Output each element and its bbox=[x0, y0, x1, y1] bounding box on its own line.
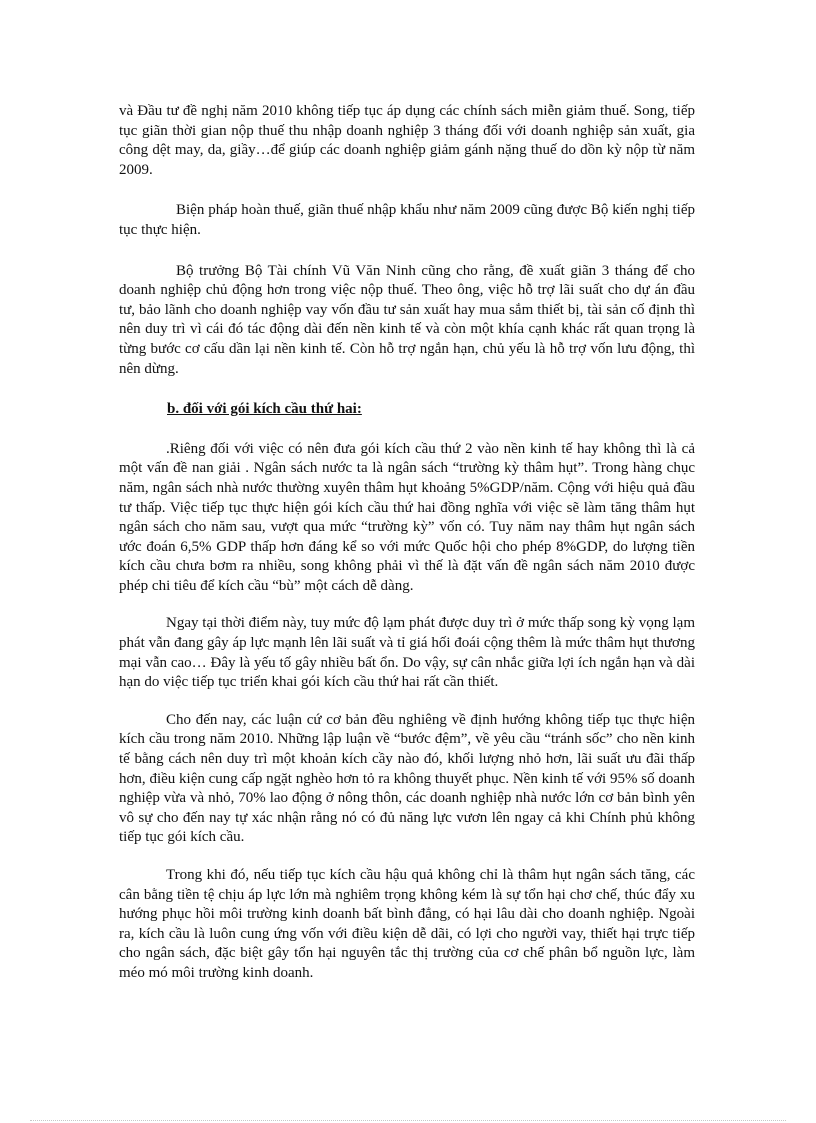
paragraph-5: Ngay tại thời điểm này, tuy mức độ lạm phát được duy trì ở mức thấp song kỳ vọng lạm phát vẫn đang gây áp lực mạnh lên lãi suất và tỉ giá hối đoái cộng thêm là mức thâm hụt thương mại vẫn cao… Đây là yếu tố gây nhiều bất ổn. Do vậy, sự cân nhắc giữa lợi ích ngắn hạn và dài hạn do việc tiếp tục triển khai gói kích cầu thứ hai rất cần thiết. bbox=[119, 615, 695, 691]
page-bottom-divider bbox=[30, 1120, 786, 1121]
paragraph-7: Trong khi đó, nếu tiếp tục kích cầu hậu quả không chỉ là thâm hụt ngân sách tăng, các cân bằng tiền tệ chịu áp lực lớn mà nghiêm trọng không kém là sự tổn hại chơ chế, thúc đẩy xu hướng phục hồi môi trường kinh doanh bất bình đẳng, có hại lâu dài cho doanh nghiệp. Ngoài ra, kích cầu là luôn cung ứng vốn với điều kiện dễ dãi, có lợi cho người vay, thiết hại trực tiếp cho ngân sách, đặc biệt gây tổn hại nguyên tắc thị trường của cơ chế phân bổ nguồn lực, làm méo mó môi trường kinh doanh. bbox=[119, 867, 695, 981]
paragraph-6: Cho đến nay, các luận cứ cơ bản đều nghiêng về định hướng không tiếp tục thực hiện kích cầu trong năm 2010. Những lập luận về “bước đệm”, về yêu cầu “tránh sốc” cho nền kinh tế bằng cách nên duy trì một khoản kích cầy nào đó, khối lượng nhỏ hơn, lãi suất ưu đãi thấp hơn, điều kiện cung cấp ngặt nghèo hơn tỏ ra không thuyết phục. Nền kinh tế với 95% số doanh nghiệp vừa và nhỏ, 70% lao động ở nông thôn, các doanh nghiệp nhà nước lớn cơ bản bình yên vô sự cho đến nay tự xác nhận rằng nó có đủ năng lực vươn lên ngay cả khi Chính phủ không tiếp tục gói kích cầu. bbox=[119, 711, 695, 846]
paragraph-4: .Riêng đối với việc có nên đưa gói kích cầu thứ 2 vào nền kinh tế hay không thì là cả một vấn đề nan giải . Ngân sách nước ta là ngân sách “trường kỳ thâm hụt”. Trong hàng chục năm, ngân sách nhà nước thường xuyên thâm hụt khoảng 5%GDP/năm. Cộng với hiệu quả đầu tư thấp. Việc tiếp tục thực hiện gói kích cầu thứ hai đồng nghĩa với việc sẽ làm tăng thâm hụt ngân sách cho năm sau, vượt qua mức “trường kỳ” vốn có. Tuy năm nay thâm hụt ngân sách ước đoán 6,5% GDP thấp hơn đáng kể so với mức Quốc hội cho phép 8%GDP, do lượng tiền kích cầu chưa bơm ra nhiều, song không phải vì thế là đặt vấn đề ngân sách năm 2010 được phép chi tiêu để kích cầu “bù” một cách dễ dàng. bbox=[119, 440, 695, 594]
document-page bbox=[119, 102, 695, 984]
section-heading: b. đối với gói kích cầu thứ hai: bbox=[167, 401, 362, 418]
paragraph-2: Biện pháp hoàn thuế, giãn thuế nhập khẩu như năm 2009 cũng được Bộ kiến nghị tiếp tục thực hiện. bbox=[119, 202, 695, 238]
paragraph-1: và Đầu tư đề nghị năm 2010 không tiếp tục áp dụng các chính sách miễn giảm thuế. Song, tiếp tục giãn thời gian nộp thuế thu nhập doanh nghiệp 3 tháng đối với doanh nghiệp sản xuất, gia công dệt may, da, giầy…để giúp các doanh nghiệp giảm gánh nặng thuế do dồn kỳ nộp từ năm 2009. bbox=[119, 103, 695, 178]
paragraph-3: Bộ trưởng Bộ Tài chính Vũ Văn Ninh cũng cho rằng, đề xuất giãn 3 tháng để cho doanh nghiệp chủ động hơn trong việc nộp thuế. Theo ông, việc hỗ trợ lãi suất cho dự án đầu tư, bảo lãnh cho doanh nghiệp vay vốn đầu tư sản xuất hay mua sắm thiết bị, tài sản cố định thì nên duy trì vì cái đó tác động dài đến nền kinh tế và còn một khía cạnh khác rất quan trọng là từng bước cơ cấu dần lại nền kinh tế. Còn hỗ trợ ngắn hạn, chủ yếu là hỗ trợ vốn lưu động, thì nên dừng. bbox=[119, 262, 695, 377]
